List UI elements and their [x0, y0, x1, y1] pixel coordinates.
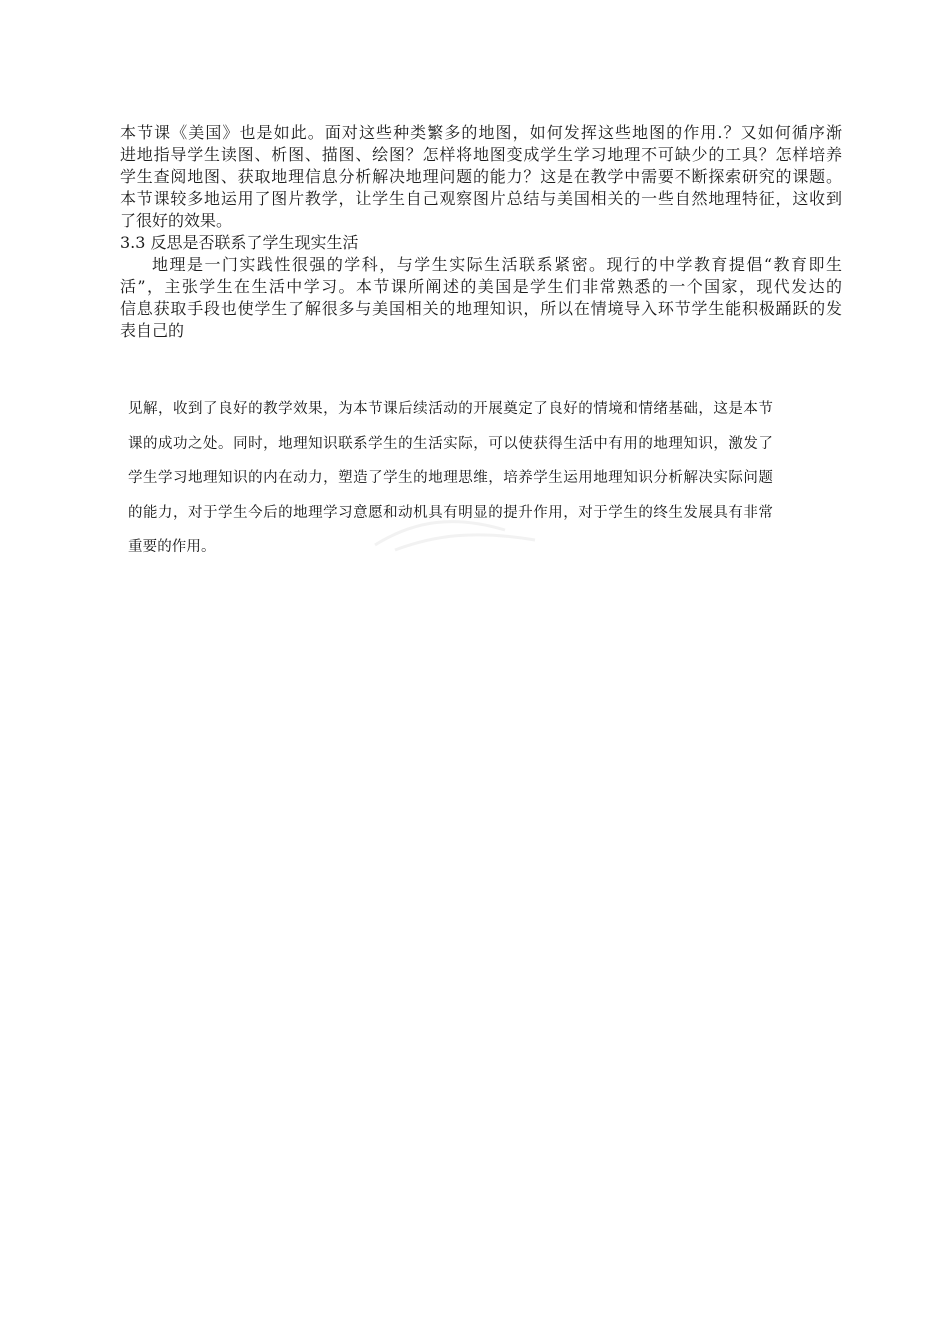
paragraph-map-teaching	[120, 122, 842, 232]
document-text-block	[120, 122, 842, 342]
scanned-text-line: 的能力，对于学生今后的地理学习意愿和动机具有明显的提升作用，对于学生的终生发展具有非常	[128, 504, 773, 521]
text-line: 地理是一门实践性很强的学科，与学生实际生活联系紧密。现行的中学教育提倡“教育即生	[152, 255, 842, 274]
faint-watermark	[355, 500, 555, 560]
text-line: 本节课《美国》也是如此。面对这些种类繁多的地图，如何发挥这些地图的作用.？又如何循序渐	[120, 123, 842, 142]
scanned-text-line: 重要的作用。	[128, 539, 216, 555]
text-line: 表自己的	[120, 321, 185, 340]
text-line: 了很好的效果。	[120, 211, 233, 230]
scanned-text-line: 见解，收到了良好的教学效果，为本节课后续活动的开展奠定了良好的情境和情绪基础，这是本节	[128, 401, 773, 417]
text-line: 本节课较多地运用了图片教学，让学生自己观察图片总结与美国相关的一些自然地理特征，这收到	[120, 189, 842, 208]
text-line: 进地指导学生读图、析图、描图、绘图？怎样将地图变成学生学习地理不可缺少的工具？怎样培养	[120, 145, 842, 164]
text-line: 活”，主张学生在生活中学习。本节课所阐述的美国是学生们非常熟悉的一个国家，现代发达的	[120, 277, 842, 296]
paragraph-real-life	[120, 254, 842, 342]
section-heading: 3.3 反思是否联系了学生现实生活	[120, 233, 359, 252]
scanned-text-line: 学生学习地理知识的内在动力，塑造了学生的地理思维，培养学生运用地理知识分析解决实际问题	[128, 470, 773, 486]
text-line: 信息获取手段也使学生了解很多与美国相关的地理知识，所以在情境导入环节学生能积极踊跃的发	[120, 299, 842, 318]
scanned-text-line: 课的成功之处。同时，地理知识联系学生的生活实际，可以使获得生活中有用的地理知识，激发了	[128, 435, 773, 452]
text-line: 学生查阅地图、获取地理信息分析解决地理问题的能力？这是在教学中需要不断探索研究的课题。	[120, 167, 842, 186]
